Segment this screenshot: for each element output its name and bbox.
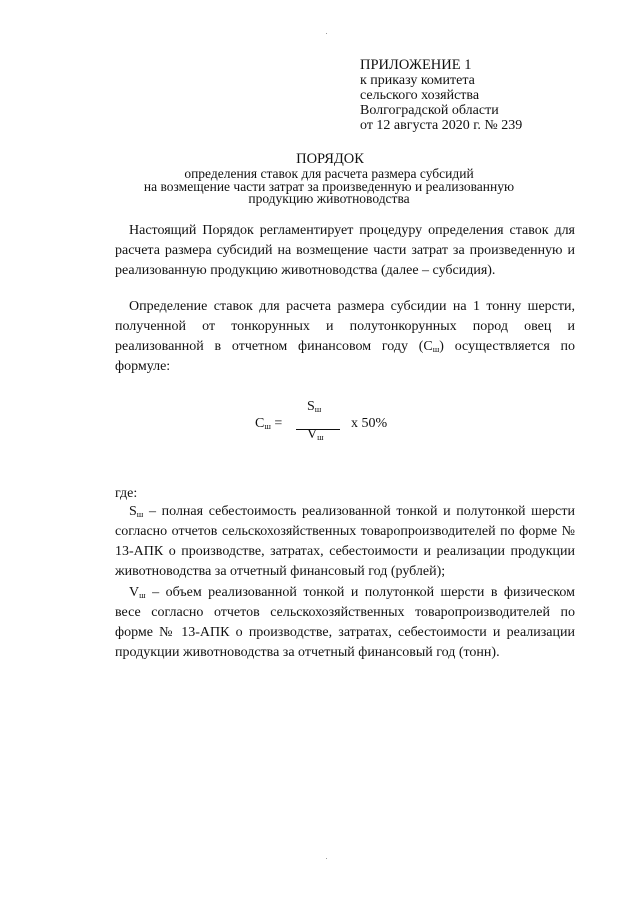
formula-symbol: С bbox=[255, 416, 265, 431]
appendix-heading: ПРИЛОЖЕНИЕ 1 bbox=[360, 57, 472, 73]
approval-line: сельского хозяйства bbox=[360, 88, 480, 103]
scan-dot-bottom bbox=[326, 858, 327, 859]
paragraph-text: Настоящий Порядок регламентирует процедуру определения ставок для расчета размера субсидий на возмещение части затрат за произведенную и реализованную продукцию животноводства (далее – субсидия). bbox=[115, 223, 575, 278]
equals-sign: = bbox=[274, 416, 283, 431]
definition-v bbox=[115, 583, 575, 663]
scan-dot-top bbox=[326, 33, 327, 34]
subtitle-line: определения ставок для расчета размера субсидий bbox=[184, 166, 474, 181]
formula-multiplier: х 50% bbox=[351, 416, 388, 431]
approval-block bbox=[360, 58, 522, 133]
definition-body: – объем реализованной тонкой и полутонкой шерсти в физическом весе согласно отчетов сельскохозяйственных товаропроизводителей по форме № 13-АПК о производстве, затратах, себестоимости и реализации продукции животноводства за отчетный финансовый год (тонн). bbox=[115, 585, 575, 660]
definition-body: – полная себестоимость реализованной тонкой и полутонкой шерсти согласно отчетов сельскохозяйственных товаропроизводителей по форме № 13-АПК о производстве, затратах, себестоимости и реализации продукции животноводства за отчетный финансовый год (рублей); bbox=[115, 504, 575, 579]
subscript: ш bbox=[432, 344, 440, 354]
subscript: ш bbox=[314, 404, 322, 414]
formula-lhs bbox=[255, 416, 282, 432]
formula-symbol: V bbox=[307, 427, 318, 442]
paragraph-text-start: Определение ставок для расчета размера субсидии на 1 тонну шерсти, полученной от тонкорунных и полутонкорунных пород овец и реализованной в отчетном финансовом году (С bbox=[115, 299, 575, 354]
definition-s bbox=[115, 502, 575, 582]
subscript: ш bbox=[264, 421, 271, 431]
definition-symbol: S bbox=[129, 504, 137, 519]
formula-symbol: S bbox=[307, 399, 315, 414]
paragraph-text-end: ) осуществляется по формуле: bbox=[115, 339, 576, 374]
formula-denominator bbox=[307, 427, 324, 443]
subscript: ш bbox=[139, 590, 146, 600]
title-main: ПОРЯДОК bbox=[296, 151, 364, 167]
formula-numerator bbox=[307, 399, 321, 415]
subscript: ш bbox=[136, 509, 144, 519]
formula-intro-paragraph bbox=[115, 297, 575, 377]
approval-line: к приказу комитета bbox=[360, 73, 475, 88]
definition-symbol: V bbox=[129, 585, 140, 600]
paragraph-text bbox=[115, 297, 575, 377]
where-label: где: bbox=[115, 486, 138, 501]
subtitle-line: продукцию животноводства bbox=[248, 191, 410, 206]
approval-date-number: от 12 августа 2020 г. № 239 bbox=[360, 118, 523, 133]
document-title bbox=[0, 152, 640, 206]
definition-text bbox=[115, 502, 575, 582]
intro-paragraph bbox=[115, 221, 575, 281]
approval-line: Волгоградской области bbox=[360, 103, 499, 118]
rate-formula bbox=[255, 396, 415, 456]
subtitle-line: на возмещение части затрат за произведенную и реализованную bbox=[143, 178, 515, 194]
definition-text bbox=[115, 583, 575, 663]
subscript: ш bbox=[317, 432, 324, 442]
title-subtitle bbox=[0, 168, 640, 206]
